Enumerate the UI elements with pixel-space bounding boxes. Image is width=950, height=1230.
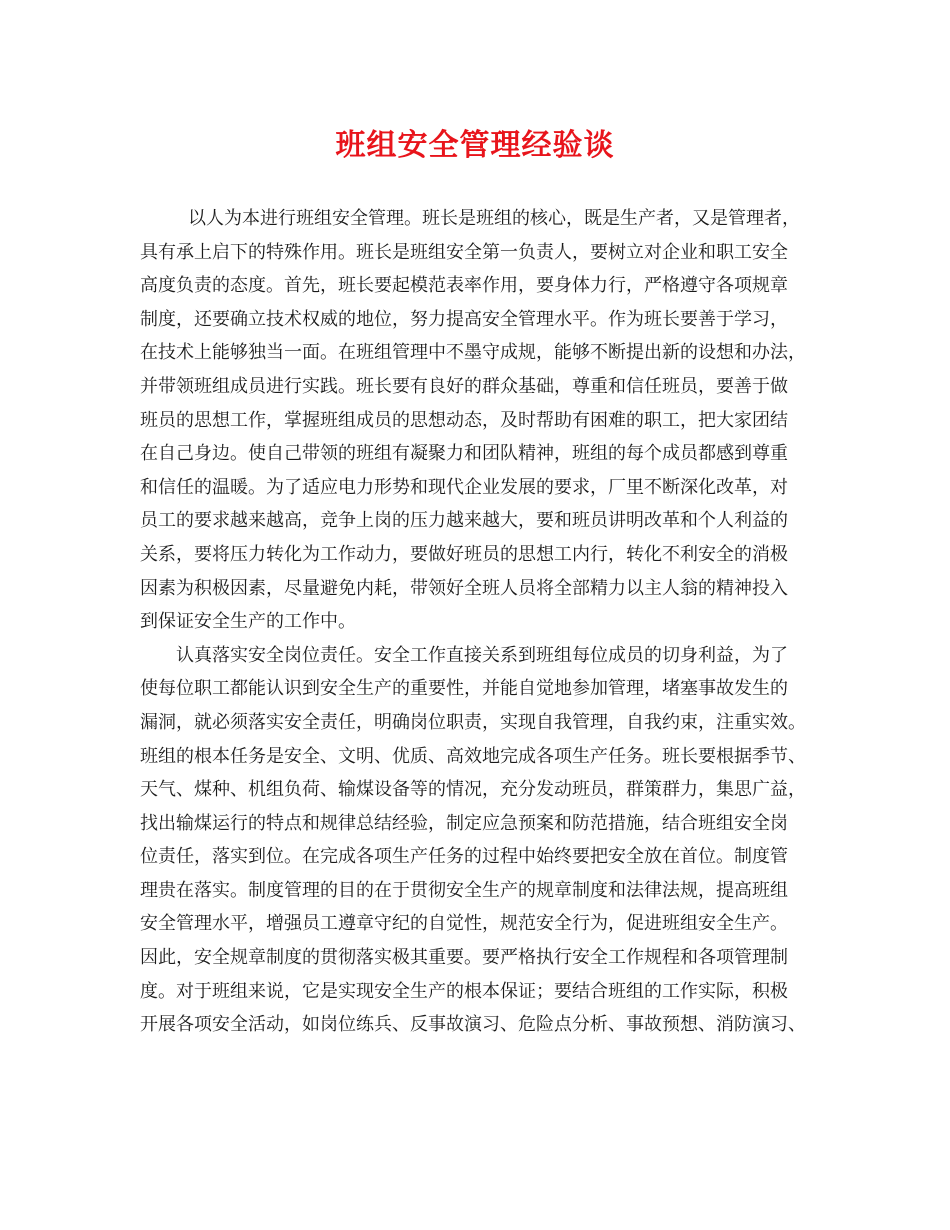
paragraph-2-line-6: 找出输煤运行的特点和规律总结经验，制定应急预案和防范措施，结合班组安全岗 xyxy=(140,812,788,834)
paragraph-2-line-10: 因此，安全规章制度的贯彻落实极其重要。要严格执行安全工作规程和各项管理制 xyxy=(140,947,788,969)
paragraph-2-line-12: 开展各项安全活动，如岗位练兵、反事故演习、危险点分析、事故预想、消防演习、 xyxy=(140,1014,806,1036)
paragraph-1-line-13: 到保证安全生产的工作中。 xyxy=(140,611,356,633)
paragraph-1-line-2: 具有承上启下的特殊作用。班长是班组安全第一负责人，要树立对企业和职工安全 xyxy=(140,241,788,263)
paragraph-1-line-10: 员工的要求越来越高，竞争上岗的压力越来越大，要和班员讲明改革和个人利益的 xyxy=(140,510,788,532)
document-body xyxy=(140,202,830,1042)
paragraph-1-line-9: 和信任的温暖。为了适应电力形势和现代企业发展的要求，厂里不断深化改革，对 xyxy=(140,476,788,498)
paragraph-1-line-3: 高度负责的态度。首先，班长要起模范表率作用，要身体力行，严格遵守各项规章 xyxy=(140,275,788,297)
paragraph-1-line-1: 以人为本进行班组安全管理。班长是班组的核心，既是生产者，又是管理者， xyxy=(188,208,800,229)
paragraph-1-line-8: 在自己身边。使自己带领的班组有凝聚力和团队精神，班组的每个成员都感到尊重 xyxy=(140,443,788,465)
paragraph-1-line-7: 班员的思想工作，掌握班组成员的思想动态，及时帮助有困难的职工，把大家团结 xyxy=(140,409,788,431)
paragraph-2-line-1: 认真落实安全岗位责任。安全工作直接关系到班组每位成员的切身利益，为了 xyxy=(176,644,788,666)
paragraph-2-line-3: 漏洞，就必须落实安全责任，明确岗位职责，实现自我管理，自我约束，注重实效。 xyxy=(140,711,806,733)
paragraph-2-line-7: 位责任，落实到位。在完成各项生产任务的过程中始终要把安全放在首位。制度管 xyxy=(140,846,788,868)
paragraph-1-line-4: 制度，还要确立技术权威的地位，努力提高安全管理水平。作为班长要善于学习， xyxy=(140,308,788,330)
paragraph-2-line-8: 理贵在落实。制度管理的目的在于贯彻安全生产的规章制度和法律法规，提高班组 xyxy=(140,879,788,901)
paragraph-1-line-5: 在技术上能够独当一面。在班组管理中不墨守成规，能够不断提出新的设想和办法， xyxy=(140,342,806,364)
paragraph-1-line-6: 并带领班组成员进行实践。班长要有良好的群众基础，尊重和信任班员，要善于做 xyxy=(140,375,788,397)
paragraph-2-line-9: 安全管理水平，增强员工遵章守纪的自觉性，规范安全行为，促进班组安全生产。 xyxy=(140,913,788,935)
paragraph-2-line-4: 班组的根本任务是安全、文明、优质、高效地完成各项生产任务。班长要根据季节、 xyxy=(140,745,806,767)
paragraph-1-line-11: 关系，要将压力转化为工作动力，要做好班员的思想工内行，转化不利安全的消极 xyxy=(140,543,788,565)
document-title: 班组安全管理经验谈 xyxy=(335,128,615,163)
paragraph-2-line-5: 天气、煤种、机组负荷、输煤设备等的情况，充分发动班员，群策群力，集思广益， xyxy=(140,779,806,801)
paragraph-2-line-2: 使每位职工都能认识到安全生产的重要性，并能自觉地参加管理，堵塞事故发生的 xyxy=(140,678,788,700)
paragraph-1-line-12: 因素为积极因素，尽量避免内耗，带领好全班人员将全部精力以主人翁的精神投入 xyxy=(140,577,788,599)
paragraph-2-line-11: 度。对于班组来说，它是实现安全生产的根本保证；要结合班组的工作实际，积极 xyxy=(140,980,788,1002)
